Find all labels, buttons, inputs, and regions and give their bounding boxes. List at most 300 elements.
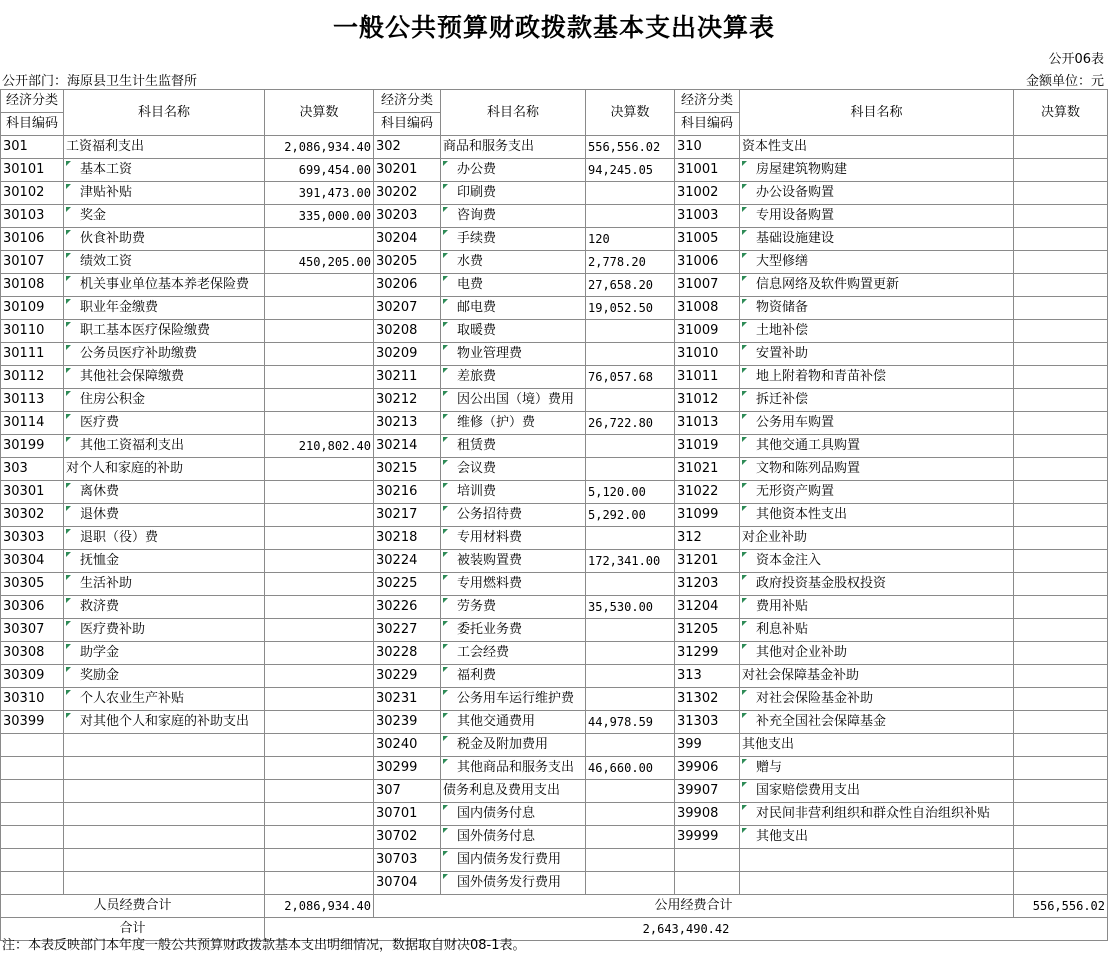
amount-cell: [586, 665, 675, 688]
subject-name-cell: 基础设施建设: [740, 228, 1014, 251]
amount-cell: [1014, 711, 1108, 734]
amount-cell: [1014, 182, 1108, 205]
amount-cell: [1014, 688, 1108, 711]
subject-name-cell: [64, 849, 265, 872]
subject-code-cell: 30309: [1, 665, 64, 688]
subject-name-cell: 其他社会保障缴费: [64, 366, 265, 389]
amount-cell: [1014, 780, 1108, 803]
amount-cell: [1014, 366, 1108, 389]
subject-code-cell: 31005: [675, 228, 740, 251]
subject-name-cell: 被装购置费: [441, 550, 586, 573]
subject-name-cell: 工会经费: [441, 642, 586, 665]
amount-cell: 5,120.00: [586, 481, 675, 504]
amount-cell: 35,530.00: [586, 596, 675, 619]
subject-code-cell: 30310: [1, 688, 64, 711]
amount-cell: [586, 872, 675, 895]
amount-cell: [265, 412, 374, 435]
amount-cell: 2,778.20: [586, 251, 675, 274]
subject-name-cell: 其他交通工具购置: [740, 435, 1014, 458]
subject-code-cell: 30217: [374, 504, 441, 527]
subject-name-cell: 税金及附加费用: [441, 734, 586, 757]
table-row: [1, 550, 1108, 573]
amount-cell: [1014, 596, 1108, 619]
amount-cell: [586, 780, 675, 803]
subject-code-cell: 30229: [374, 665, 441, 688]
amount-cell: [1014, 458, 1108, 481]
subject-code-cell: 30207: [374, 297, 441, 320]
amount-cell: 26,722.80: [586, 412, 675, 435]
subject-name-cell: 物资储备: [740, 297, 1014, 320]
subject-code-cell: 30224: [374, 550, 441, 573]
subject-name-cell: 商品和服务支出: [441, 136, 586, 159]
subject-code-cell: 31011: [675, 366, 740, 389]
table-row: [1, 182, 1108, 205]
table-row: [1, 688, 1108, 711]
subject-code-cell: 30114: [1, 412, 64, 435]
subject-code-cell: 30703: [374, 849, 441, 872]
subject-code-cell: [1, 826, 64, 849]
subject-code-cell: 30109: [1, 297, 64, 320]
subject-name-cell: 退职（役）费: [64, 527, 265, 550]
subject-name-cell: 租赁费: [441, 435, 586, 458]
personnel-total-amount: 2,086,934.40: [265, 895, 374, 918]
grand-total-label: 合计: [1, 918, 265, 941]
personnel-total-label: 人员经费合计: [1, 895, 265, 918]
amount-cell: 556,556.02: [586, 136, 675, 159]
subject-code-cell: 30701: [374, 803, 441, 826]
amount-cell: [265, 228, 374, 251]
subject-code-cell: 30206: [374, 274, 441, 297]
subject-name-cell: 医疗费补助: [64, 619, 265, 642]
amount-cell: [586, 619, 675, 642]
amount-cell: [265, 734, 374, 757]
amount-cell: [265, 573, 374, 596]
subject-name-cell: 职业年金缴费: [64, 297, 265, 320]
amount-cell: [265, 780, 374, 803]
subject-code-cell: [675, 872, 740, 895]
subject-name-cell: 房屋建筑物购建: [740, 159, 1014, 182]
amount-cell: [1014, 573, 1108, 596]
subject-name-cell: 医疗费: [64, 412, 265, 435]
amount-cell: [586, 182, 675, 205]
subject-code-cell: 30106: [1, 228, 64, 251]
amount-cell: [586, 803, 675, 826]
amount-cell: [265, 366, 374, 389]
subject-name-cell: 债务利息及费用支出: [441, 780, 586, 803]
subject-name-cell: 对社会保险基金补助: [740, 688, 1014, 711]
subject-name-cell: 费用补贴: [740, 596, 1014, 619]
subject-name-cell: 拆迁补偿: [740, 389, 1014, 412]
subject-name-cell: 公务招待费: [441, 504, 586, 527]
subject-code-cell: 31203: [675, 573, 740, 596]
amount-cell: [1014, 803, 1108, 826]
amount-cell: [265, 527, 374, 550]
subject-name-cell: 基本工资: [64, 159, 265, 182]
subject-name-cell: [740, 872, 1014, 895]
subject-name-cell: 物业管理费: [441, 343, 586, 366]
amount-header: 决算数: [1014, 90, 1108, 136]
subject-code-cell: [1, 849, 64, 872]
subject-name-cell: 对民间非营利组织和群众性自治组织补贴: [740, 803, 1014, 826]
amount-cell: [586, 642, 675, 665]
amount-cell: [1014, 343, 1108, 366]
subject-code-cell: 31008: [675, 297, 740, 320]
amount-cell: [1014, 642, 1108, 665]
table-row: [1, 251, 1108, 274]
table-row: [1, 159, 1108, 182]
amount-cell: [1014, 320, 1108, 343]
amount-cell: [586, 389, 675, 412]
amount-cell: [265, 642, 374, 665]
subject-name-cell: 国内债务发行费用: [441, 849, 586, 872]
table-row: [1, 780, 1108, 803]
table-row: [1, 527, 1108, 550]
econ-class-header: 经济分类: [1, 90, 64, 113]
table-row: [1, 734, 1108, 757]
amount-cell: [265, 619, 374, 642]
subject-code-cell: [1, 734, 64, 757]
subject-code-cell: 30302: [1, 504, 64, 527]
amount-cell: [1014, 297, 1108, 320]
table-number: 公开06表: [1048, 52, 1104, 67]
subject-name-cell: 奖励金: [64, 665, 265, 688]
amount-header: 决算数: [265, 90, 374, 136]
subject-code-cell: [675, 849, 740, 872]
subject-name-cell: 资本金注入: [740, 550, 1014, 573]
table-row: [1, 665, 1108, 688]
subject-code-cell: 30231: [374, 688, 441, 711]
amount-cell: [1014, 205, 1108, 228]
subject-code-cell: 31303: [675, 711, 740, 734]
subject-code-cell: 310: [675, 136, 740, 159]
subject-name-cell: 住房公积金: [64, 389, 265, 412]
amount-cell: [1014, 274, 1108, 297]
subject-code-header: 科目编码: [675, 113, 740, 136]
subject-name-header: 科目名称: [441, 90, 586, 136]
subject-code-cell: 30211: [374, 366, 441, 389]
amount-cell: [265, 550, 374, 573]
subject-code-cell: 30110: [1, 320, 64, 343]
subject-code-cell: 30204: [374, 228, 441, 251]
amount-cell: [586, 320, 675, 343]
subject-code-cell: 30108: [1, 274, 64, 297]
subject-name-cell: 培训费: [441, 481, 586, 504]
amount-cell: [1014, 389, 1108, 412]
table-row: [1, 504, 1108, 527]
table-row: [1, 642, 1108, 665]
subject-name-cell: 文物和陈列品购置: [740, 458, 1014, 481]
subject-name-cell: 对企业补助: [740, 527, 1014, 550]
amount-cell: 172,341.00: [586, 550, 675, 573]
amount-cell: [586, 343, 675, 366]
amount-cell: 2,086,934.40: [265, 136, 374, 159]
amount-cell: 5,292.00: [586, 504, 675, 527]
subject-code-cell: 302: [374, 136, 441, 159]
subject-name-cell: 国家赔偿费用支出: [740, 780, 1014, 803]
amount-cell: 391,473.00: [265, 182, 374, 205]
amount-unit-label: 金额单位：元: [1025, 74, 1104, 89]
table-row: [1, 389, 1108, 412]
table-row: [1, 136, 1108, 159]
subject-name-cell: 信息网络及软件购置更新: [740, 274, 1014, 297]
subject-code-cell: 31003: [675, 205, 740, 228]
subject-code-cell: 30399: [1, 711, 64, 734]
subject-code-cell: 31012: [675, 389, 740, 412]
subject-name-cell: 福利费: [441, 665, 586, 688]
subject-name-cell: 津贴补贴: [64, 182, 265, 205]
econ-class-header: 经济分类: [374, 90, 441, 113]
subject-name-cell: 公务员医疗补助缴费: [64, 343, 265, 366]
table-row: [1, 596, 1108, 619]
subject-code-cell: 30228: [374, 642, 441, 665]
subject-code-cell: 39907: [675, 780, 740, 803]
table-row: [1, 481, 1108, 504]
subject-name-cell: 电费: [441, 274, 586, 297]
amount-cell: [265, 320, 374, 343]
subject-name-cell: 离休费: [64, 481, 265, 504]
amount-cell: [1014, 481, 1108, 504]
subject-code-cell: 30214: [374, 435, 441, 458]
subject-name-cell: 绩效工资: [64, 251, 265, 274]
amount-cell: [1014, 412, 1108, 435]
subject-name-cell: 抚恤金: [64, 550, 265, 573]
amount-cell: [1014, 872, 1108, 895]
subject-name-cell: [64, 734, 265, 757]
amount-cell: [1014, 849, 1108, 872]
table-row: [1, 366, 1108, 389]
subject-code-cell: 31006: [675, 251, 740, 274]
subject-code-cell: 31205: [675, 619, 740, 642]
subject-code-cell: 30215: [374, 458, 441, 481]
table-row: [1, 803, 1108, 826]
subject-name-cell: 劳务费: [441, 596, 586, 619]
amount-cell: [265, 274, 374, 297]
subject-code-cell: 30301: [1, 481, 64, 504]
amount-cell: [265, 849, 374, 872]
subject-name-cell: 工资福利支出: [64, 136, 265, 159]
subject-code-cell: 30213: [374, 412, 441, 435]
public-total-label: 公用经费合计: [374, 895, 1014, 918]
subject-name-cell: 公务用车购置: [740, 412, 1014, 435]
subject-name-cell: 其他商品和服务支出: [441, 757, 586, 780]
subject-code-cell: 30226: [374, 596, 441, 619]
amount-cell: [265, 297, 374, 320]
subject-name-cell: 手续费: [441, 228, 586, 251]
amount-cell: [1014, 435, 1108, 458]
subject-name-cell: 对社会保障基金补助: [740, 665, 1014, 688]
amount-cell: [265, 757, 374, 780]
subject-name-cell: [64, 780, 265, 803]
table-row: [1, 872, 1108, 895]
subject-name-cell: 伙食补助费: [64, 228, 265, 251]
subject-code-cell: 30306: [1, 596, 64, 619]
amount-cell: [265, 872, 374, 895]
amount-cell: [1014, 159, 1108, 182]
subject-code-cell: 30113: [1, 389, 64, 412]
subject-code-cell: 30101: [1, 159, 64, 182]
table-row: [1, 458, 1108, 481]
amount-cell: 335,000.00: [265, 205, 374, 228]
amount-cell: [265, 343, 374, 366]
subject-code-cell: 31002: [675, 182, 740, 205]
subject-name-cell: 其他交通费用: [441, 711, 586, 734]
amount-cell: [586, 688, 675, 711]
subject-code-cell: 31010: [675, 343, 740, 366]
subject-name-cell: 奖金: [64, 205, 265, 228]
subject-name-cell: 办公设备购置: [740, 182, 1014, 205]
subject-name-cell: 生活补助: [64, 573, 265, 596]
subject-name-cell: 土地补偿: [740, 320, 1014, 343]
amount-cell: [265, 481, 374, 504]
subject-name-cell: 对其他个人和家庭的补助支出: [64, 711, 265, 734]
subject-code-cell: 312: [675, 527, 740, 550]
subject-name-cell: 其他资本性支出: [740, 504, 1014, 527]
table-row: [1, 435, 1108, 458]
subject-code-cell: 30299: [374, 757, 441, 780]
subject-code-cell: 30212: [374, 389, 441, 412]
subject-name-cell: 国外债务付息: [441, 826, 586, 849]
amount-cell: [1014, 757, 1108, 780]
amount-cell: [265, 504, 374, 527]
amount-cell: [1014, 550, 1108, 573]
subject-code-cell: 31021: [675, 458, 740, 481]
subject-name-cell: 取暖费: [441, 320, 586, 343]
subject-name-cell: [64, 826, 265, 849]
subject-code-cell: 399: [675, 734, 740, 757]
amount-cell: [1014, 228, 1108, 251]
amount-cell: [1014, 619, 1108, 642]
subject-code-cell: 31019: [675, 435, 740, 458]
department-label: 公开部门：海原县卫生计生监督所: [2, 74, 198, 89]
subject-code-cell: 39906: [675, 757, 740, 780]
amount-cell: 27,658.20: [586, 274, 675, 297]
subject-name-cell: 专用设备购置: [740, 205, 1014, 228]
subject-code-cell: 39908: [675, 803, 740, 826]
subject-code-cell: 30102: [1, 182, 64, 205]
footnote: 注：本表反映部门本年度一般公共预算财政拨款基本支出明细情况，数据取自财决08-1表。: [2, 938, 526, 953]
amount-cell: [265, 458, 374, 481]
expenditure-table: [0, 89, 1108, 941]
subject-name-cell: 退休费: [64, 504, 265, 527]
subject-name-cell: 专用燃料费: [441, 573, 586, 596]
subject-code-cell: 30209: [374, 343, 441, 366]
subject-name-header: 科目名称: [740, 90, 1014, 136]
header-row-1: [1, 90, 1108, 113]
subject-code-cell: 303: [1, 458, 64, 481]
subject-code-cell: [1, 803, 64, 826]
table-row: [1, 228, 1108, 251]
amount-cell: [586, 458, 675, 481]
amount-cell: [586, 573, 675, 596]
subject-code-cell: 31299: [675, 642, 740, 665]
subject-code-cell: 30199: [1, 435, 64, 458]
subject-code-cell: [1, 757, 64, 780]
amount-cell: [1014, 136, 1108, 159]
subject-code-cell: 31099: [675, 504, 740, 527]
subject-code-cell: 31204: [675, 596, 740, 619]
subject-code-cell: 31201: [675, 550, 740, 573]
subject-name-cell: 维修（护）费: [441, 412, 586, 435]
subject-code-cell: 30107: [1, 251, 64, 274]
amount-cell: 44,978.59: [586, 711, 675, 734]
subject-name-cell: 政府投资基金股权投资: [740, 573, 1014, 596]
amount-cell: 210,802.40: [265, 435, 374, 458]
amount-cell: [265, 665, 374, 688]
amount-cell: 76,057.68: [586, 366, 675, 389]
amount-cell: [265, 803, 374, 826]
subject-code-cell: [1, 872, 64, 895]
subject-name-cell: 其他工资福利支出: [64, 435, 265, 458]
subject-name-cell: 其他对企业补助: [740, 642, 1014, 665]
amount-cell: 450,205.00: [265, 251, 374, 274]
amount-cell: 120: [586, 228, 675, 251]
subject-code-cell: 301: [1, 136, 64, 159]
subject-name-cell: 水费: [441, 251, 586, 274]
amount-cell: [265, 596, 374, 619]
subject-name-cell: 补充全国社会保障基金: [740, 711, 1014, 734]
subject-code-cell: 307: [374, 780, 441, 803]
subject-name-cell: 其他支出: [740, 826, 1014, 849]
subject-code-cell: 31001: [675, 159, 740, 182]
subject-code-cell: 31013: [675, 412, 740, 435]
subject-code-cell: 30240: [374, 734, 441, 757]
subject-name-cell: 会议费: [441, 458, 586, 481]
subject-code-cell: 30225: [374, 573, 441, 596]
subject-code-cell: 30208: [374, 320, 441, 343]
subject-code-cell: 39999: [675, 826, 740, 849]
amount-cell: 19,052.50: [586, 297, 675, 320]
subject-name-cell: 办公费: [441, 159, 586, 182]
subject-name-cell: 其他支出: [740, 734, 1014, 757]
amount-header: 决算数: [586, 90, 675, 136]
subject-code-cell: 30305: [1, 573, 64, 596]
subject-name-cell: 职工基本医疗保险缴费: [64, 320, 265, 343]
subject-code-cell: 30307: [1, 619, 64, 642]
amount-cell: [586, 826, 675, 849]
amount-cell: [1014, 734, 1108, 757]
table-row: [1, 849, 1108, 872]
subject-name-cell: 公务用车运行维护费: [441, 688, 586, 711]
amount-cell: [265, 688, 374, 711]
table-row: [1, 711, 1108, 734]
subject-name-cell: 邮电费: [441, 297, 586, 320]
subject-name-cell: 资本性支出: [740, 136, 1014, 159]
subject-code-cell: 30202: [374, 182, 441, 205]
subject-code-header: 科目编码: [374, 113, 441, 136]
table-row: [1, 343, 1108, 366]
subject-name-cell: 委托业务费: [441, 619, 586, 642]
subject-code-cell: 30227: [374, 619, 441, 642]
subject-name-header: 科目名称: [64, 90, 265, 136]
amount-cell: [1014, 665, 1108, 688]
subject-code-cell: 30112: [1, 366, 64, 389]
table-row: [1, 757, 1108, 780]
subject-code-cell: 31009: [675, 320, 740, 343]
subject-code-cell: 30201: [374, 159, 441, 182]
amount-cell: [1014, 251, 1108, 274]
subject-code-cell: 30704: [374, 872, 441, 895]
subject-name-cell: 救济费: [64, 596, 265, 619]
subject-name-cell: [740, 849, 1014, 872]
subject-name-cell: 对个人和家庭的补助: [64, 458, 265, 481]
amount-cell: 699,454.00: [265, 159, 374, 182]
subject-name-cell: [64, 757, 265, 780]
report-title: 一般公共预算财政拨款基本支出决算表: [332, 13, 775, 42]
subject-code-cell: 30205: [374, 251, 441, 274]
subject-code-cell: 30308: [1, 642, 64, 665]
subject-name-cell: 咨询费: [441, 205, 586, 228]
subject-name-cell: 地上附着物和青苗补偿: [740, 366, 1014, 389]
